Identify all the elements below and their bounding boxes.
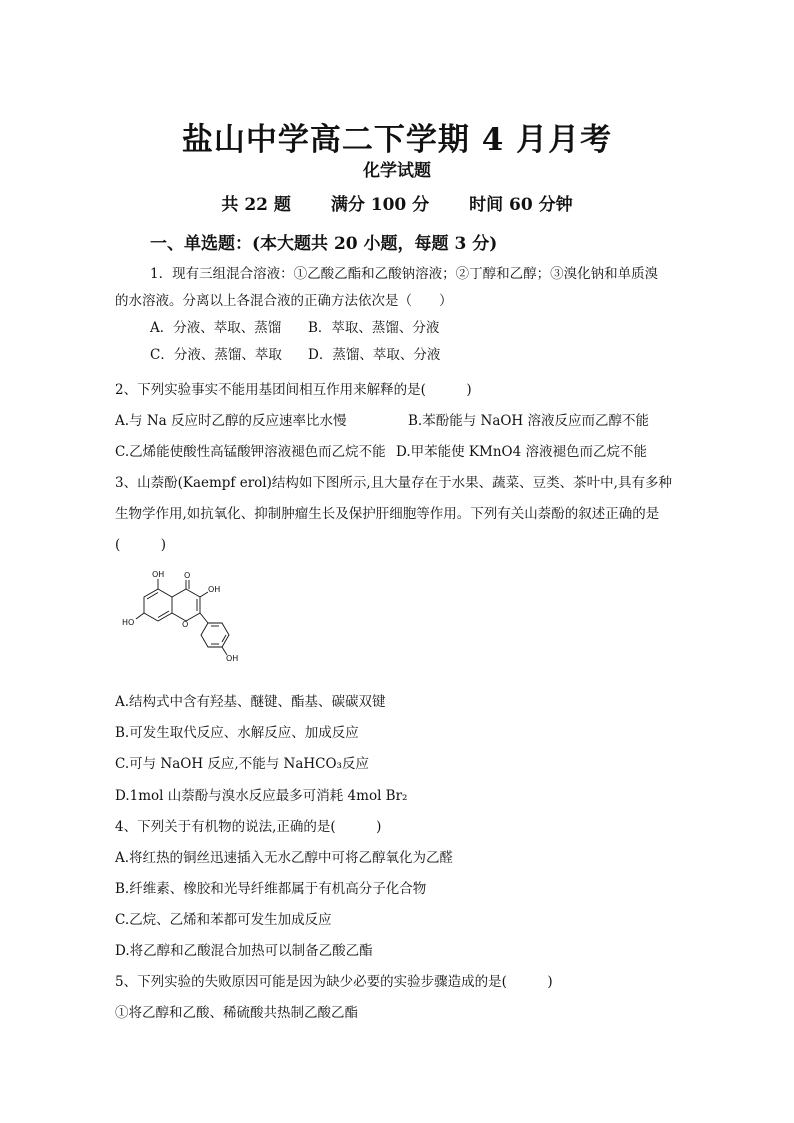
- q1-option-a: A．分液、萃取、蒸馏: [150, 320, 282, 336]
- q4-option-a: A.将红热的铜丝迅速插入无水乙醇中可将乙醇氧化为乙醛: [115, 850, 454, 866]
- kaempferol-structure-image: [118, 567, 278, 667]
- q5-stem: 5、下列实验的失败原因可能是因为缺少必要的实验步骤造成的是( ): [115, 974, 553, 990]
- q3-stem-line1: 3、山萘酚(Kaempf erol)结构如下图所示,且大量存在于水果、蔬菜、豆类、茶叶中,具有多种: [115, 475, 672, 491]
- q4-option-d: D.将乙醇和乙酸混合加热可以制备乙酸乙酯: [115, 943, 373, 959]
- exam-meta: [0, 190, 794, 215]
- q2-stem: 2、下列实验事实不能用基团间相互作用来解释的是( ): [115, 382, 472, 398]
- q2-option-b: B.苯酚能与 NaOH 溶液反应而乙醇不能: [408, 413, 649, 429]
- structure-label-oh-4prime: OH: [226, 654, 239, 663]
- question-count: 共 22 题: [221, 195, 291, 215]
- q1-option-c: C．分液、蒸馏、萃取: [150, 347, 282, 363]
- q1-stem-line1: 1．现有三组混合溶液：①乙酸乙酯和乙酸钠溶液；②丁醇和乙醇；③溴化钠和单质溴: [150, 266, 659, 282]
- structure-label-o-ring: O: [182, 620, 189, 629]
- q1-option-b: B．萃取、蒸馏、分液: [308, 320, 440, 336]
- structure-label-oh-5: OH: [152, 570, 165, 579]
- q2-option-a: A.与 Na 反应时乙醇的反应速率比水慢: [115, 413, 347, 429]
- q1-option-d: D．蒸馏、萃取、分液: [308, 347, 441, 363]
- structure-label-ho-7: HO: [122, 618, 135, 627]
- q4-stem: 4、下列关于有机物的说法,正确的是( ): [115, 819, 382, 835]
- q3-stem-line3: ( ): [115, 537, 167, 553]
- structure-label-oh-3: OH: [208, 585, 221, 594]
- time-limit: 时间 60 分钟: [469, 195, 573, 215]
- exam-subtitle: 化学试题: [363, 161, 431, 181]
- q3-option-a: A.结构式中含有羟基、醚键、酯基、碳碳双键: [115, 694, 386, 710]
- q3-option-d: D.1mol 山萘酚与溴水反应最多可消耗 4mol Br₂: [115, 788, 408, 804]
- q5-item-1: ①将乙醇和乙酸、稀硫酸共热制乙酸乙酯: [115, 1005, 358, 1021]
- q4-option-c: C.乙烷、乙烯和苯都可发生加成反应: [115, 912, 332, 928]
- q3-option-b: B.可发生取代反应、水解反应、加成反应: [115, 725, 359, 741]
- exam-title: 盐山中学高二下学期 4 月月考: [181, 122, 613, 158]
- q2-option-c: C.乙烯能使酸性高锰酸钾溶液褪色而乙烷不能: [115, 444, 386, 460]
- q2-option-d: D.甲苯能使 KMnO4 溶液褪色而乙烷不能: [396, 444, 647, 460]
- q4-option-b: B.纤维素、橡胶和光导纤维都属于有机高分子化合物: [115, 881, 427, 897]
- structure-label-o-ketone: O: [184, 571, 191, 580]
- q1-stem-line2: 的水溶液。分离以上各混合液的正确方法依次是（ ）: [115, 293, 453, 309]
- section-heading: 一、单选题：(本大题共 20 小题，每题 3 分): [150, 234, 498, 254]
- q3-stem-line2: 生物学作用,如抗氧化、抑制肿瘤生长及保护肝细胞等作用。下列有关山萘酚的叙述正确的是: [115, 506, 660, 522]
- q3-option-c: C.可与 NaOH 反应,不能与 NaHCO₃反应: [115, 756, 369, 772]
- full-score: 满分 100 分: [330, 195, 430, 215]
